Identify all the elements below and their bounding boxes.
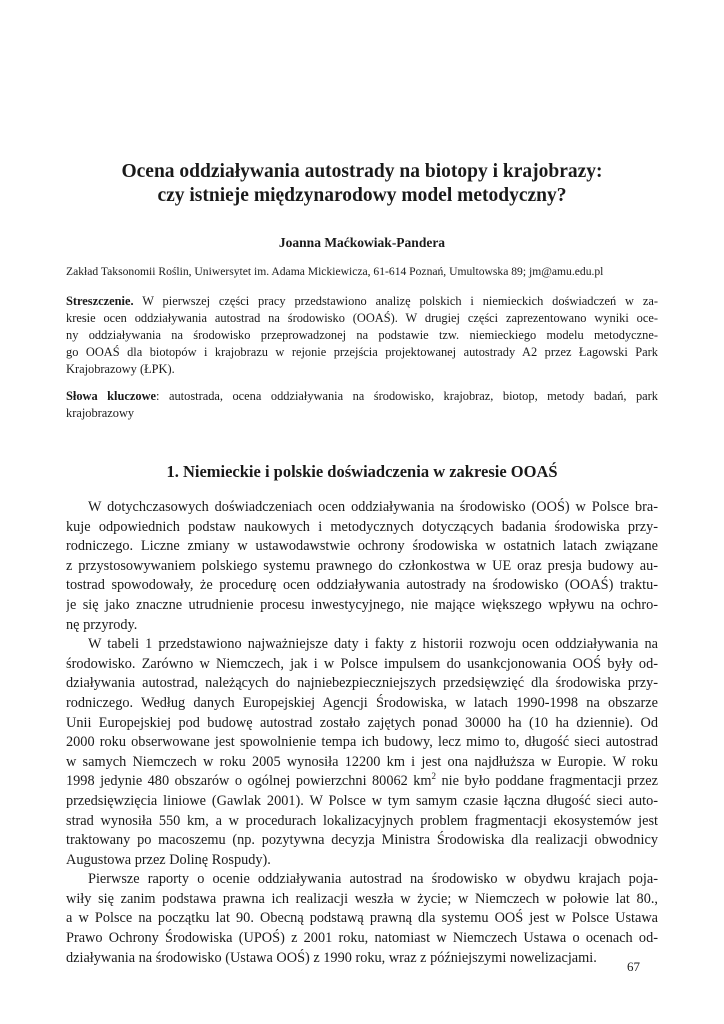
paragraph-2-line: 2000 roku obserwowane jest spowolnienie tempa ich budowy, lecz mimo to, długość sieci autostrad (66, 734, 658, 751)
paragraph-3-line: Prawo Ochrony Środowiska (UPOŚ) z 2001 roku, natomiast w Niemczech Ustawa o ocenach od- (66, 930, 658, 947)
paragraph-2-line: w samych Niemczech w roku 2005 wynosiła 12200 km i jest ona najdłuższa w Europie. W roku (66, 753, 658, 770)
keywords-line: krajobrazowy (66, 406, 135, 420)
paragraph-2-line: rodniczego. Według danych Europejskiej Agencji Środowiska, w latach 1990-1998 na obszarze (66, 694, 658, 711)
body-text (66, 498, 658, 968)
abstract-line: Krajobrazowy (ŁPK). (66, 362, 175, 376)
superscript-2: 2 (431, 772, 437, 782)
author-affiliation: Zakład Taksonomii Roślin, Uniwersytet im. Adama Mickiewicza, 61-614 Poznań, Umultowska 89; jm@amu.edu.pl (66, 265, 604, 278)
abstract-line: go OOAŚ dla biotopów i krajobrazu w rejonie przejścia projektowanej autostrady A2 przez Łagowski Park (66, 345, 658, 359)
title-line-1: Ocena oddziaływania autostrady na biotopy i krajobrazy: (121, 161, 603, 182)
abstract-line: Streszczenie. W pierwszej części pracy przedstawiono analizę polskich i niemieckich doświadczeń w za- (66, 294, 658, 308)
paragraph-1-line: rodniczego. Liczne zmiany w ustawodawstwie ochrony środowiska w ostatnich latach związane (66, 538, 658, 555)
paragraph-3-line: wiły się zanim podstawa prawna ich realizacji weszła w życie; w Niemczech w połowie lat 80., (66, 890, 658, 907)
paragraph-2-line: działywania autostrad, należących do najniebezpieczniejszych przedsięwzięć dla środowiska przy- (66, 675, 658, 692)
author-name: Joanna Maćkowiak-Pandera (278, 235, 446, 250)
abstract-line: kresie ocen oddziaływania autostrad na środowisko (OOAŚ). W drugiej części zaprezentowano wyniki oce- (66, 311, 658, 325)
paragraph-2-line: Unii Europejskiej pod budowę autostrad zostało zajętych ponad 30000 ha (10 ha dziennie). Od (66, 714, 658, 731)
paragraph-2-line: strad wynosiła 550 km, a w procedurach lokalizacyjnych problem fragmentacji ekosystemów jest (66, 812, 658, 829)
paragraph-2-line: traktowany po macoszemu (np. pozytywna decyzja Ministra Środowiska dla realizacji obwodnicy (66, 832, 658, 849)
paragraph-2-line: Augustowa przez Dolinę Rospudy). (66, 851, 271, 868)
page-title (60, 160, 664, 208)
paragraph-1-line: tostrad spowodowały, że procedurę ocen oddziaływania autostrady na środowisko (OOAŚ) traktu- (66, 577, 658, 594)
paragraph-2-line: 1998 jedynie 480 obszarów o ogólnej powierzchni 80062 $km^2$ nie było poddane fragmentacji przez (66, 772, 658, 790)
section-heading: 1. Niemieckie i polskie doświadczenia w zakresie OOAŚ (166, 462, 558, 481)
paragraph-2-line: środowisko. Zarówno w Niemczech, jak i w Polsce impulsem do usankcjonowania OOŚ były od- (66, 655, 658, 672)
paragraph-1-line: je się jako znaczne utrudnienie procesu inwestycyjnego, nie mające większego wpływu na ochro- (66, 596, 658, 613)
paragraph-3-line: a w Polsce na początku lat 90. Obecną podstawą prawną dla systemu OOŚ jest w Polsce Ustawa (66, 910, 658, 927)
abstract-label: Streszczenie. (66, 294, 134, 308)
paragraph-1-line: nę przyrody. (66, 616, 138, 633)
paragraph-3-line: Pierwsze raporty o ocenie oddziaływania autostrad na środowisko w obydwu krajach poja- (88, 871, 658, 888)
abstract-line: ny oddziaływania na środowisko przeprowadzonej na podstawie tzw. niemieckiego modelu metodyczne- (66, 328, 658, 342)
paragraph-1-line: kuje odpowiednich podstaw naukowych i metodycznych dotyczących badania środowiska przy- (66, 518, 658, 535)
keywords-line: Słowa kluczowe: autostrada, ocena oddziaływania na środowisko, krajobraz, biotop, metody badań, park (66, 389, 658, 403)
paragraph-1-line: z przystosowywaniem polskiego systemu prawnego do członkostwa w UE oraz presja budowy au- (66, 557, 658, 574)
paragraph-3-line: działywania na środowisko (Ustawa OOŚ) z 1990 roku, wraz z późniejszymi nowelizacjami. (66, 949, 597, 966)
paragraph-1-line: W dotychczasowych doświadczeniach ocen oddziaływania na środowisko (OOŚ) w Polsce bra- (88, 499, 658, 515)
title-line-2: czy istnieje międzynarodowy model metodyczny? (157, 185, 567, 206)
page-number: 67 (627, 959, 640, 974)
paragraph-2-line: W tabeli 1 przedstawiono najważniejsze daty i fakty z historii rozwoju ocen oddziaływania na (88, 636, 658, 653)
keywords-label: Słowa kluczowe (66, 389, 157, 403)
paragraph-2-line: przedsięwzięcia liniowe (Gawlak 2001). W Polsce w tym samym czasie łączna długość sieci auto- (66, 792, 658, 809)
abstract (66, 293, 658, 378)
keywords (66, 388, 658, 422)
